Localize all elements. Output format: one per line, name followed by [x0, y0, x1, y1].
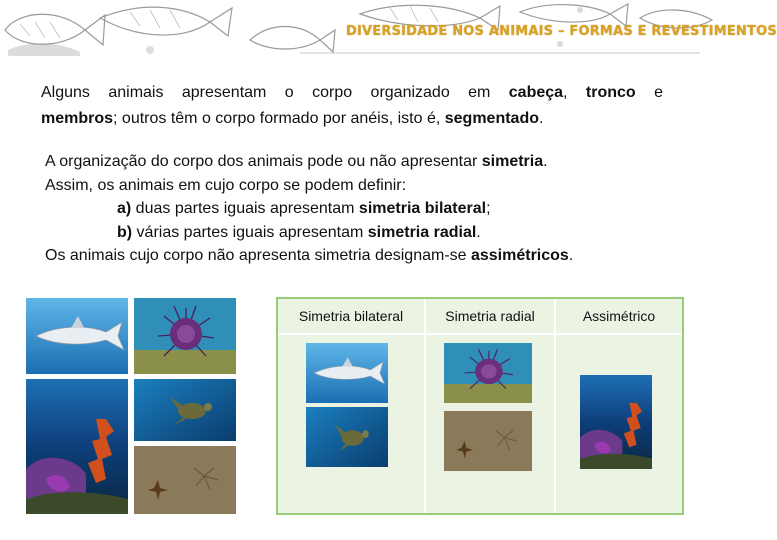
- sea-turtle-photo: [134, 379, 236, 441]
- intro-paragraph: [41, 80, 663, 132]
- text: duas partes iguais apresentam: [131, 200, 359, 217]
- shark-photo: [26, 298, 128, 374]
- header-banner: [0, 0, 777, 56]
- intro-line-1: [41, 80, 663, 106]
- sea-turtle-photo: [306, 407, 388, 467]
- symmetry-paragraph: [45, 150, 685, 268]
- symmetry-item-a: [45, 197, 685, 221]
- term-simetria-radial: simetria radial: [367, 223, 477, 241]
- intro-line-2: [41, 110, 543, 127]
- symmetry-line-2: Assim, os animais em cujo corpo se podem definir:: [45, 176, 407, 194]
- symmetry-item-b: [45, 221, 685, 245]
- starfish-photo: [444, 411, 532, 471]
- term-membros: membros: [41, 110, 114, 127]
- text: .: [568, 247, 574, 264]
- text: várias partes iguais apresentam: [132, 223, 368, 241]
- item-label-a: a): [117, 200, 132, 217]
- coral-reef-photo: [26, 379, 128, 514]
- table-header-divider: [278, 333, 682, 335]
- text: A organização do corpo dos animais pode ou não apresentar: [45, 153, 482, 170]
- item-label-b: b): [117, 223, 133, 241]
- banner-title: DIVERSIDADE NOS ANIMAIS – FORMAS E REVESTIMENTOS: [346, 24, 777, 39]
- text: Alguns animais apresentam o corpo organizado em: [41, 84, 509, 101]
- text: ,: [563, 84, 586, 101]
- sea-urchin-photo: [444, 343, 532, 403]
- term-cabeca: cabeça: [508, 84, 564, 101]
- text: ; outros têm o corpo formado por anéis, isto é,: [113, 110, 445, 127]
- sea-urchin-photo: [134, 298, 236, 374]
- text: ;: [486, 200, 491, 217]
- text: .: [543, 153, 548, 170]
- term-tronco: tronco: [585, 84, 636, 101]
- term-segmentado: segmentado: [444, 110, 539, 127]
- text: Os animais cujo corpo não apresenta simetria designam-se: [45, 247, 471, 264]
- symmetry-line-1: [45, 150, 685, 174]
- symmetry-line-5: [45, 244, 685, 268]
- term-simetria-bilateral: simetria bilateral: [358, 200, 487, 217]
- header-assimetrico: Assimétrico: [582, 308, 656, 324]
- classification-table: [276, 297, 684, 515]
- shark-photo: [306, 343, 388, 403]
- text: .: [476, 223, 481, 241]
- starfish-photo: [134, 446, 236, 514]
- term-assimetricos: assimétricos: [470, 247, 569, 264]
- term-simetria: simetria: [481, 153, 544, 170]
- header-simetria-bilateral: Simetria bilateral: [298, 308, 404, 324]
- coral-reef-photo: [580, 375, 652, 469]
- text: e: [635, 84, 664, 101]
- header-simetria-radial: Simetria radial: [445, 308, 535, 324]
- text: .: [539, 110, 544, 127]
